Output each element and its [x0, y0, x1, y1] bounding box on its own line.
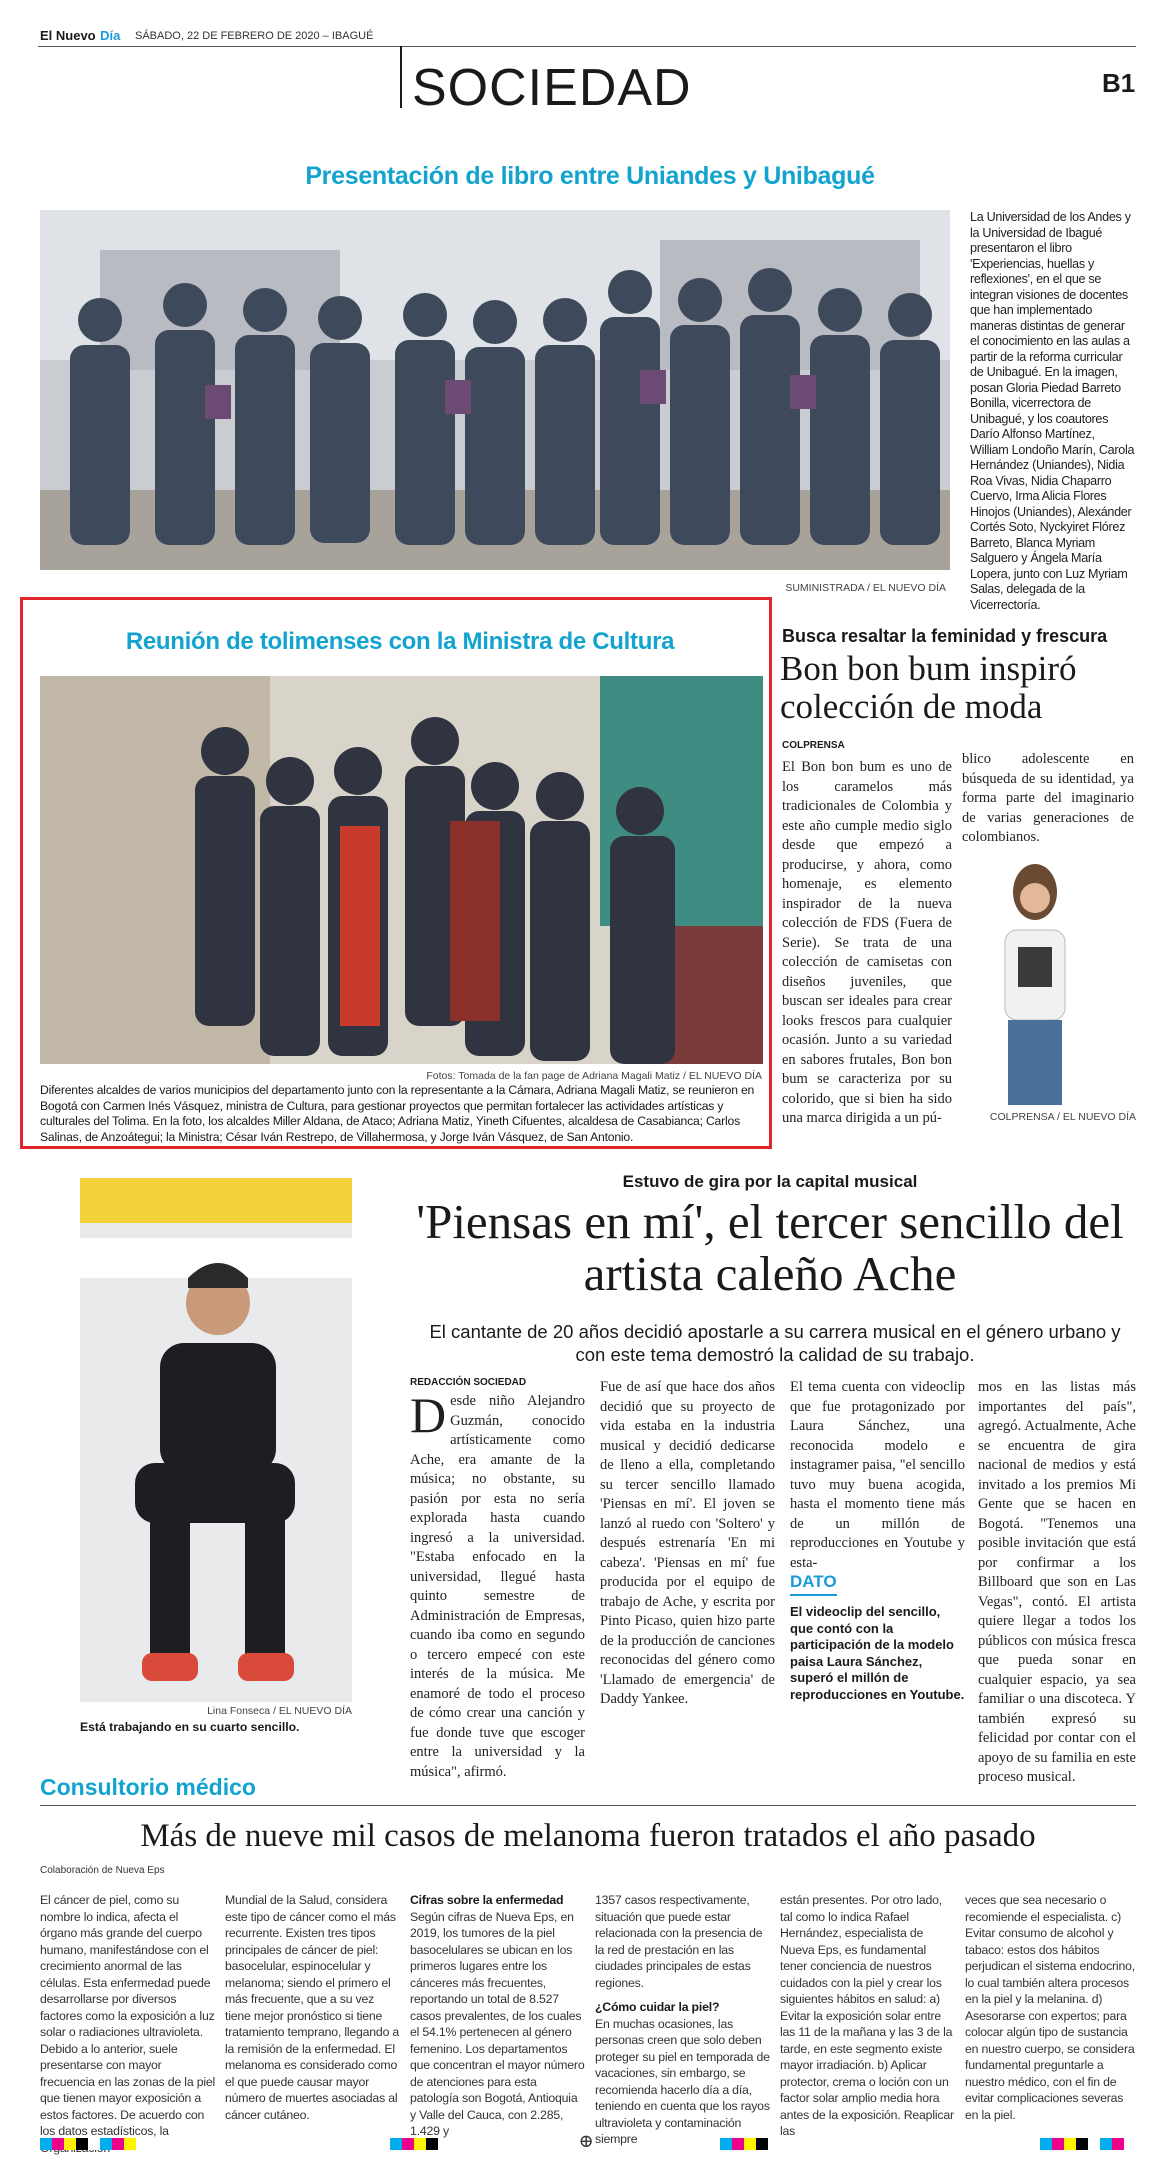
masthead-part-2: Día	[100, 28, 121, 43]
section-divider	[400, 46, 402, 108]
header-rule	[38, 46, 1136, 47]
consultorio-column-6: veces que sea necesario o recomiende el especialista. c) Evitar consumo de alcohol y tabaco: estos dos hábitos perjudican el sistema endocrino, lo cual también altera procesos en la piel y la melanina. d) Asesorarse con expertos; para colocar algún tipo de sustancia en nuestro cuerpo, se considera fundamental preguntarle a nuestro médico, con el fin de evitar complicaciones severas en la piel.	[965, 1893, 1135, 2122]
page-number: B1	[1102, 68, 1136, 98]
print-color-bar-mid-right	[720, 2138, 768, 2150]
article4-column-3: El tema cuenta con videoclip que fue protagonizado por Laura Sánchez, una reconocida modelo e instagramer paisa, "el sencillo tuvo muy buena acogida, hasta el momento tiene más de un millón de reproducciones en Youtube y esta-	[790, 1379, 965, 1571]
dato-box	[790, 1572, 965, 1703]
dato-text: El videoclip del sencillo, que contó con la participación de la modelo paisa Laura Sánchez, superó el millón de reproducciones en Youtube.	[790, 1604, 965, 1702]
article1-photo	[40, 210, 950, 570]
article4-photo-credit: Lina Fonseca / EL NUEVO DÍA	[207, 1705, 352, 1717]
article2-caption: Diferentes alcaldes de varios municipios del departamento junto con la representante a la Cámara, Adriana Magali Matiz, se reunieron en Bogotá con Carmen Inés Vásquez, ministra de Cultura, para gestionar proyectos que permitan fortalecer las actividades artísticas y culturales del Tolima. En la foto, los alcaldes Miller Aldana, de Ataco; Adriana Matiz, Yineth Cifuentes, alcaldesa de Casabianca; Carlos Salinas, de Anzoátegui; la Ministra; César Iván Restrepo, de Villahermosa, y Jorge Iván Vásquez, de San Antonio.	[40, 1083, 755, 1144]
article4-column-1	[410, 1387, 585, 1782]
consultorio-rule	[40, 1805, 1136, 1806]
consultorio-column-5: están presentes. Por otro lado, tal como lo indica Rafael Hernández, especialista de Nueva Eps, es fundamental tener conciencia de nuestros cuidados con la piel y crear los siguientes hábitos en salud: a) Evitar la exposición solar entre las 11 de la mañana y las 3 de la tarde, en este segmento existe mayor irradiación. b) Aplicar protector, crema o loción con un factor solar amplio media hora antes de la exposición. Reaplicar las	[780, 1893, 954, 2138]
consultorio-column-2: Mundial de la Salud, considera este tipo de cáncer como el más recurrente. Existen tres tipos principales de cáncer de piel: basocelular, espinocelular y melanoma; siendo el primero el más frecuente, que a su vez tiene mejor pronóstico si tiene tratamiento temprano, llegando a la remisión de la enfermedad. El melanoma es considerado como el que puede causar mayor número de muertes asociadas al cáncer cutáneo.	[225, 1893, 400, 2122]
consultorio-byline: Colaboración de Nueva Eps	[40, 1865, 165, 1876]
print-color-bar-right	[1040, 2138, 1124, 2150]
article4-deck: El cantante de 20 años decidió apostarle a su carrera musical en el género urbano y con este tema demostró la calidad de su trabajo.	[429, 1321, 1121, 1365]
print-color-bar-mid-left	[390, 2138, 438, 2150]
article1-side-text: La Universidad de los Andes y la Universidad de Ibagué presentaron el libro 'Experiencias, huellas y reflexiones', en el que se integran visiones de docentes que han implementado maneras distintas de generar el conocimiento en las aulas a partir de la reforma curricular de Unibagué. En la imagen, posan Gloria Piedad Barreto Bonilla, vicerrectora de Unibagué, y los coautores Darío Alfonso Martínez, William Londoño Marín, Carola Hernández (Uniandes), Nidia Roa Vivas, Nidia Chaparro Cuervo, Irma Alicia Flores Hinojos (Uniandes), Alexánder Cortés Soto, Nyckyiret Flórez Barreto, Blanca Myriam Salguero y Ángela María Lopera, junto con Luz Myriam Salas, delegada de la Vicerrectoría.	[970, 210, 1135, 612]
article3-kicker: Busca resaltar la feminidad y frescura	[782, 626, 1108, 646]
article3-column-1: El Bon bon bum es uno de los caramelos más tradicionales de Colombia y este año cumple medio siglo desde que empezó a producirse, y ahora, como homenaje, es elemento inspirador de la nueva colección de FDS (Fuera de Serie). Se trata de una colección de camisetas con diseños juveniles, que buscan ser ideales para crear looks frescos para cualquier ocasión. Junto a su variedad en sabores frutales, Bon bon bum se caracteriza por su colorido, que si bien ha sido una marca dirigida a un pú-	[782, 759, 952, 1126]
article4-byline: REDACCIÓN SOCIEDAD	[410, 1377, 527, 1388]
consultorio-subhead-1: Cifras sobre la enfermedad	[410, 1893, 564, 1907]
article2-photo	[40, 676, 763, 1064]
article2-title: Reunión de tolimenses con la Ministra de Cultura	[125, 628, 675, 655]
article4-photo-caption: Está trabajando en su cuarto sencillo.	[80, 1720, 300, 1734]
consultorio-column-3	[410, 1892, 586, 2140]
consultorio-column-4-text: 1357 casos respectivamente, situación que puede estar relacionada con la presencia de la red de prestación en las ciudades principales de estas regiones.	[595, 1893, 763, 1990]
registration-mark-icon: ⊕	[578, 2131, 594, 2152]
article4-column-1-text: esde niño Alejandro Guzmán, conocido artísticamente como Ache, era amante de la música; no obstante, su pasión por esta no sería explorada hasta cuando ingresó a la universidad. "Estaba enfocado en la universidad, llegué hasta quinto semestre de Administración de Empresas, cuando iba como en segundo o tercero empecé con este interés de la música. Me enamoré de todo el proceso de cómo crear una canción y fue donde tuve que escoger entre la universidad y la música", afirmó.	[410, 1393, 585, 1780]
article3-photo	[980, 862, 1090, 1108]
group-photo-illustration	[40, 210, 950, 570]
article3-photo-credit: COLPRENSA / EL NUEVO DÍA	[989, 1111, 1136, 1123]
consultorio-column-4	[595, 1892, 771, 2148]
article4-kicker: Estuvo de gira por la capital musical	[622, 1172, 918, 1191]
masthead-part-1: El Nuevo	[40, 28, 96, 43]
consultorio-subhead-2: ¿Cómo cuidar la piel?	[595, 2000, 720, 2014]
article4-title: 'Piensas en mí', el tercer sencillo del artista caleño Ache	[416, 1194, 1124, 1301]
print-color-bar-left	[40, 2138, 136, 2150]
consultorio-label: Consultorio médico	[40, 1774, 256, 1800]
meeting-photo-illustration	[40, 676, 763, 1064]
date-line: SÁBADO, 22 DE FEBRERO DE 2020 – IBAGUÉ	[135, 30, 374, 42]
dropcap: D	[410, 1387, 447, 1443]
masthead-logo	[40, 28, 120, 44]
article2-photo-credit: Fotos: Tomada de la fan page de Adriana Magali Matiz / EL NUEVO DÍA	[426, 1070, 762, 1082]
article1-photo-credit: SUMINISTRADA / EL NUEVO DÍA	[785, 582, 946, 594]
consultorio-title: Más de nueve mil casos de melanoma fueron tratados el año pasado	[140, 1818, 1036, 1854]
section-title: SOCIEDAD	[412, 59, 692, 117]
article4-column-2: Fue de así que hace dos años decidió que su proyecto de vida estaba en la industria musical y decidió dedicarse de lleno a ella, completando su tercer sencillo llamado 'Piensas en mí'. El joven se lanzó al ruedo con 'Soltero' y después estrenaría 'En mi cabeza'. 'Piensas en mí' fue producida por el equipo de trabajo de Ache, y escrita por Pinto Picaso, quien hizo parte de la producción de canciones reconocidas del género como 'Llamado de emergencia' de Daddy Yankee.	[600, 1379, 775, 1707]
consultorio-column-4b-text: En muchas ocasiones, las personas creen que solo deben proteger su piel en temporada de vacaciones, sin embargo, se recomienda hacerlo día a día, teniendo en cuenta que los rayos ultravioleta y contaminación siempre	[595, 2016, 770, 2146]
artist-photo-illustration	[80, 1178, 352, 1702]
article3-column-2: blico adolescente en búsqueda de su identidad, ya forma parte del imaginario de varias generaciones de colombianos.	[962, 751, 1134, 845]
article3-title: Bon bon bum inspiró colección de moda	[780, 649, 1077, 726]
article3-byline: COLPRENSA	[782, 740, 845, 751]
consultorio-column-1: El cáncer de piel, como su nombre lo indica, afecta el órgano más grande del cuerpo humano, manifestándose con el crecimiento anormal de las células. Esta enfermedad puede desarrollarse por diversos factores como la exposición a luz solar o radiaciones ultravioleta. Debido a lo anterior, suele presentarse con mayor frecuencia en las zonas de la piel que tienen mayor exposición a estos factores. De acuerdo con los datos estadísticos, la	[40, 1893, 216, 2138]
article1-title: Presentación de libro entre Uniandes y Unibagué	[305, 162, 875, 190]
dato-label: DATO	[790, 1572, 837, 1596]
model-photo-illustration	[980, 862, 1090, 1108]
article4-photo	[80, 1178, 352, 1702]
consultorio-column-3-text: Según cifras de Nueva Eps, en 2019, los tumores de la piel basocelulares se ubican en los primeros lugares entre los cánceres más frecuentes, reportando un total de 8.527 casos prevalentes, de los cuales el 54.1% pertenecen al género femenino. Los departamentos que concentran el mayor número de atenciones para esta patología son Bogotá, Antioquia y Valle del Cauca, con 2.285, 1.429 y	[410, 1909, 585, 2138]
article4-column-4: mos en las listas más importantes del país", agregó. Actualmente, Ache se encuentra de gira nacional de medios y está invitado a los premios Mi Gente que se hacen en Bogotá. "Tenemos una posible invitación que está por confirmar a los Billboard que son en Las Vegas", contó. El artista quiere llegar a todos los públicos con música fresca que pueda sonar en cualquier espacio, ya sea familiar o una discoteca. Y también expresó su felicidad por contar con el apoyo de su familia en este proceso musical.	[978, 1379, 1136, 1785]
